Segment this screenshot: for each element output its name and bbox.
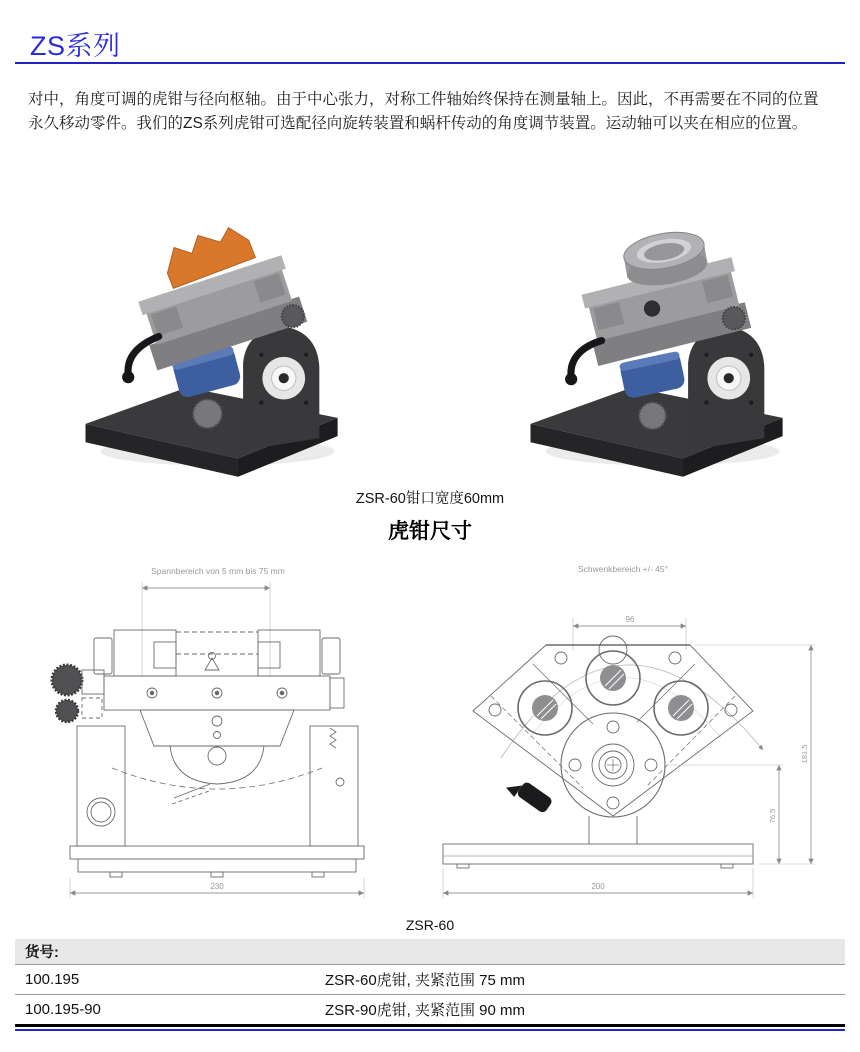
intro-paragraph	[28, 88, 834, 136]
swivel-range-label: Schwenkbereich +/- 45°	[577, 564, 669, 574]
span-range-label: Spannbereich von 5 mm bis 75 mm	[151, 566, 285, 576]
swivel-base-width-dim: 200	[591, 882, 605, 891]
title-divider	[15, 62, 845, 64]
page-title: ZS系列	[30, 31, 121, 61]
order-table	[15, 939, 845, 1027]
order-table-header	[15, 939, 845, 965]
product-photo-right	[500, 192, 805, 482]
table-row	[15, 965, 845, 995]
drawing-front-view	[22, 558, 417, 916]
description-cell: ZSR-90虎钳, 夹紧范围 90 mm	[315, 995, 845, 1026]
intro-line-1: 对中，角度可调的虎钳与径向枢轴。由于中心张力，对称工件轴始终保持在测量轴上。因此，不再需要在不同的位置	[28, 91, 819, 108]
base-width-dim: 230	[210, 882, 224, 891]
description-cell: ZSR-60虎钳, 夹紧范围 75 mm	[315, 965, 845, 995]
center-height-dim: 76.5	[768, 808, 777, 824]
sku-cell: 100.195-90	[15, 995, 315, 1026]
footer-divider	[15, 1029, 845, 1031]
technical-drawings	[22, 558, 838, 916]
dimensions-heading: 虎钳尺寸	[388, 520, 472, 543]
drawing-caption: ZSR-60	[405, 917, 455, 933]
table-row	[15, 995, 845, 1026]
product-photo-left	[55, 192, 360, 482]
total-height-dim: 181.5	[800, 744, 809, 764]
sku-cell: 100.195	[15, 965, 315, 995]
intro-line-2: 永久移动零件。我们的ZS系列虎钳可选配径向旋转装置和蜗杆传动的角度调节装置。运动轴可以夹在相应的位置。	[28, 115, 808, 132]
product-photos	[55, 192, 805, 482]
order-table-header-label: 货号:	[15, 939, 845, 965]
jaw-width-dim: 96	[625, 615, 635, 624]
drawing-swivel-view	[433, 558, 838, 916]
photo-caption: ZSR-60钳口宽度60mm	[355, 491, 505, 507]
